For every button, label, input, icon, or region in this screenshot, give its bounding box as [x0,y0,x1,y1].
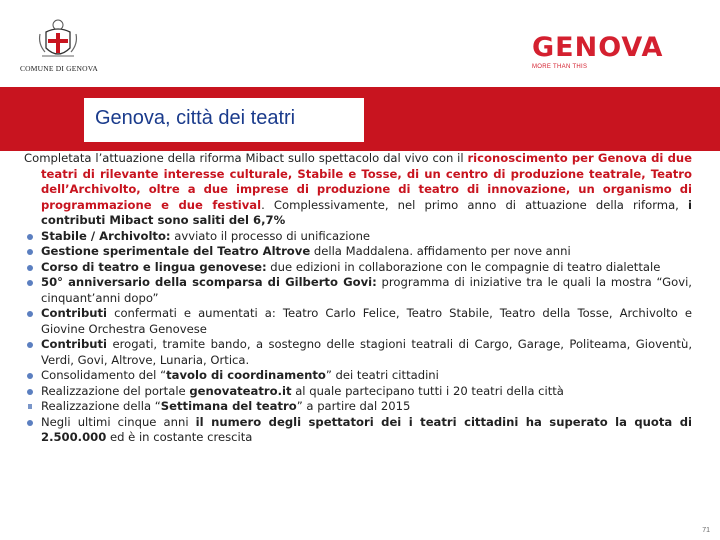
bullet-icon [27,342,33,348]
item-bold: Corso di teatro e lingua genovese: [41,259,267,274]
list-item [24,415,692,446]
bullet-icon [27,389,33,395]
list-item [24,306,692,337]
bullet-icon [27,373,33,379]
bullet-icon [27,311,33,317]
list-item [24,384,692,400]
item-bold: 50° anniversario della scomparsa di Gilberto Govi: [41,275,377,289]
item-text: Realizzazione del portale [41,383,190,398]
item-bold: Contributi [41,306,108,320]
bullet-icon [27,280,33,286]
item-text: Negli ultimi cinque anni [41,414,196,429]
brand-word: GENOVA [532,32,664,63]
list-item [24,368,692,384]
item-text: ” a partire dal 2015 [296,399,411,413]
page-title: Genova, città dei teatri [95,107,296,129]
item-text: al quale partecipano tutti i 20 teatri della città [291,383,564,398]
item-bold: Settimana del teatro [160,399,297,413]
content-body [24,151,692,446]
bullet-icon [27,234,33,240]
item-bold: il numero degli spettatori dei i teatri cittadini ha superato la quota di 2.500.000 [41,414,692,444]
intro-text-2: . Complessivamente, nel primo anno di attuazione della riforma, [261,197,689,212]
comune-logo [14,18,104,80]
list-item [24,275,692,306]
bullet-icon [27,249,33,255]
list-item [24,260,692,276]
item-text: avviato il processo di unificazione [170,228,371,243]
item-bold: Stabile / Archivolto: [41,228,171,243]
item-text: programma di iniziative tra le quali la mostra “Govi, cinquant’anni dopo” [41,275,692,305]
list-item [24,244,692,260]
list-item [24,229,692,245]
item-text: Consolidamento del “ [41,368,167,382]
item-text: ed è in costante crescita [106,430,253,444]
comune-label: COMUNE DI GENOVA [19,64,99,73]
intro-paragraph [24,151,692,229]
item-text: Realizzazione della “ [41,399,161,413]
item-text: due edizioni in collaborazione con le compagnie di teatro dialettale [266,259,661,274]
intro-text-1: Completata l’attuazione della riforma Mibact sullo spettacolo dal vivo con il [24,151,468,165]
item-text: erogati, tramite bando, a sostegno delle stagioni teatrali di Cargo, Garage, Politeama, Gioventù, Verdi, Govi, Altrove, Lunaria, Ortica. [41,337,692,367]
list-item [24,337,692,368]
item-bold: tavolo di coordinamento [166,368,326,382]
bullet-icon [28,404,32,409]
brand-tagline: MORE THAN THIS [532,64,588,70]
list-item [24,399,692,415]
title-box [84,98,364,142]
bullet-icon [27,420,33,426]
coat-of-arms-icon [36,18,80,62]
item-text: ” dei teatri cittadini [325,368,439,382]
item-bold: Gestione sperimentale del Teatro Altrove [41,244,311,258]
intro-highlight: riconoscimento per Genova di due teatri di rilevante interesse culturale, Stabile e Tosse, di un centro di produzione teatrale, Teatro dell’Archivolto, oltre a due imprese di produzione di teatro di innovazione, un organismo di programmazione e due festival [41,151,692,212]
item-bold: Contributi [41,337,108,351]
intro-bold: i contributi Mibact sono saliti del 6,7% [41,197,692,227]
page-number: 71 [702,527,710,534]
item-bold: genovateatro.it [189,383,292,398]
bullet-icon [27,265,33,271]
item-text: confermati e aumentati a: Teatro Carlo Felice, Teatro Stabile, Teatro della Tosse, Archivolto e Giovine Orchestra Genovese [41,306,692,336]
genova-brand-logo [532,34,702,74]
item-text: della Maddalena. affidamento per nove anni [310,244,571,258]
